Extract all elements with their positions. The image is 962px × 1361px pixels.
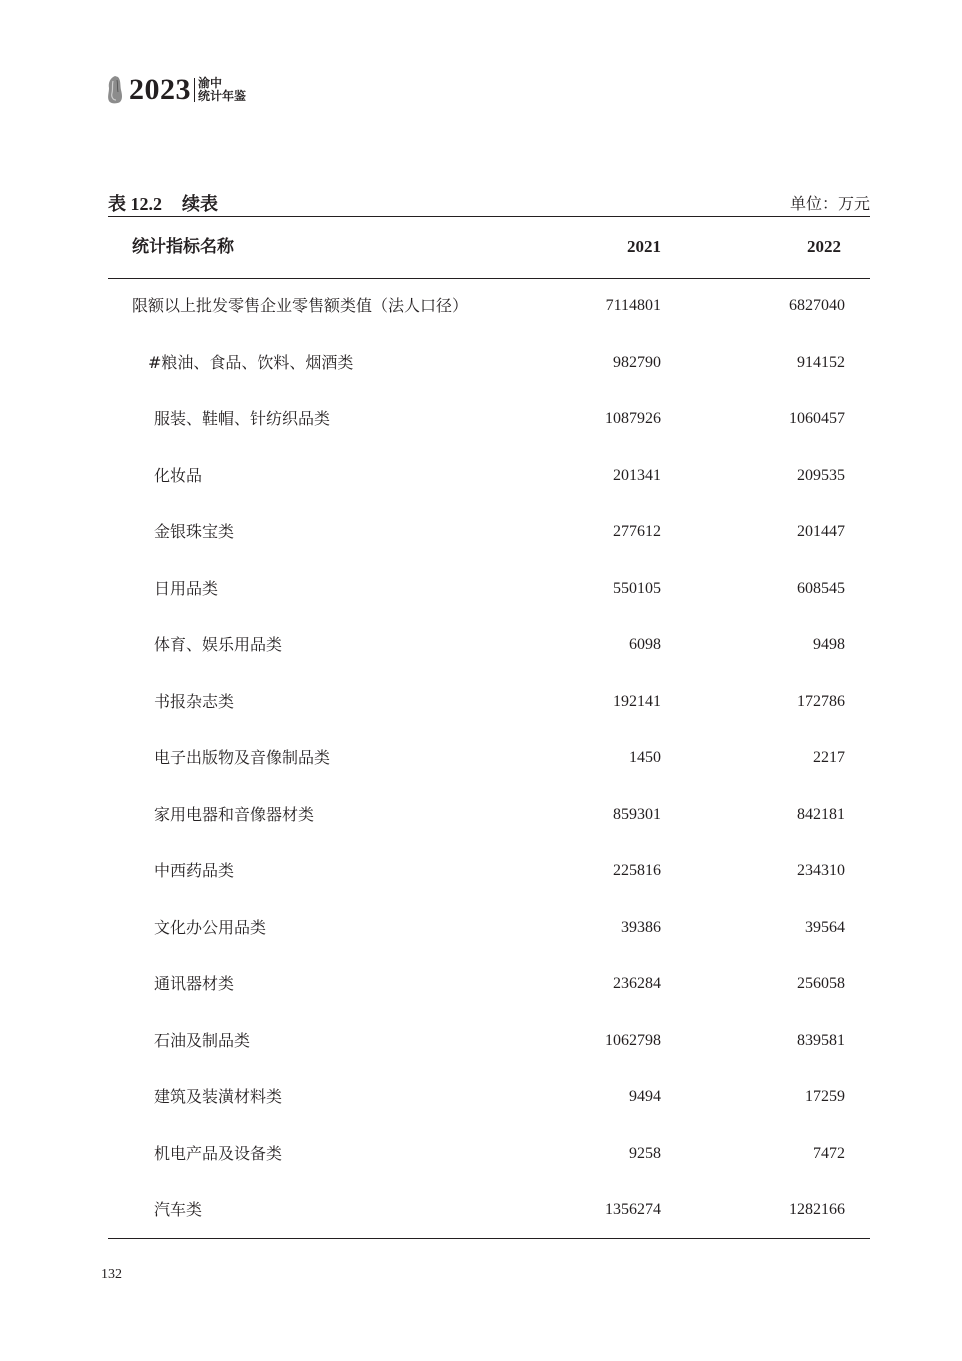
row-label: 限额以上批发零售企业零售额类值（法人口径） <box>132 296 469 315</box>
row-label: 电子出版物及音像制品类 <box>154 748 331 767</box>
table-row <box>0 1026 962 1083</box>
table-body <box>0 291 962 1252</box>
row-label: 机电产品及设备类 <box>154 1143 283 1163</box>
value-2021: 7114801 <box>605 297 661 314</box>
row-label: 家用电器和音像器材类 <box>154 804 315 824</box>
row-label: 中西药品类 <box>154 861 235 880</box>
row-label: #粮油、食品、饮料、烟酒类 <box>148 352 354 372</box>
value-2021: 1062798 <box>605 1031 661 1049</box>
value-2021: 225816 <box>613 862 661 879</box>
table-row <box>0 461 962 518</box>
unit-label: 单位：万元 <box>789 194 870 213</box>
value-2022: 914152 <box>797 353 845 371</box>
value-2021: 1450 <box>629 749 661 766</box>
value-2022: 1060457 <box>789 410 845 427</box>
row-label: 化妆品 <box>154 465 203 485</box>
row-label: 通讯器材类 <box>154 974 235 993</box>
value-2021: 39386 <box>621 918 661 936</box>
yearbook-title-line2: 统计年鉴 <box>198 89 247 103</box>
value-2021: 9258 <box>629 1144 661 1162</box>
value-2022: 209535 <box>797 466 845 484</box>
value-2021: 9494 <box>629 1088 661 1105</box>
header-divider <box>194 78 195 102</box>
value-2021: 1087926 <box>605 410 661 427</box>
value-2022: 1282166 <box>789 1201 845 1218</box>
column-header-2022: 2022 <box>807 237 841 256</box>
table-title <box>108 192 218 217</box>
row-label: 文化办公用品类 <box>154 917 267 937</box>
value-2022: 17259 <box>805 1088 845 1105</box>
yearbook-title-line1: 渝中 <box>198 76 223 90</box>
row-label: 汽车类 <box>154 1200 203 1219</box>
table-row <box>0 404 962 461</box>
table-row <box>0 348 962 405</box>
row-label: 金银珠宝类 <box>154 522 235 541</box>
value-2022: 842181 <box>797 805 845 823</box>
value-2022: 839581 <box>797 1031 845 1049</box>
value-2022: 608545 <box>797 579 845 597</box>
value-2021: 859301 <box>613 805 661 823</box>
table-header-rule <box>108 278 870 279</box>
yearbook-title <box>198 77 246 103</box>
table-row <box>0 630 962 687</box>
table-bottom-rule <box>108 1238 870 1239</box>
row-label: 石油及制品类 <box>154 1030 251 1050</box>
table-row <box>0 291 962 348</box>
column-header-2021: 2021 <box>627 237 661 256</box>
yearbook-year: 2023 <box>129 73 191 106</box>
value-2022: 234310 <box>797 862 845 879</box>
table-row <box>0 743 962 800</box>
table-title-text: 续表 <box>182 194 218 215</box>
yearbook-header <box>106 73 246 107</box>
row-label: 书报杂志类 <box>154 691 235 711</box>
row-label: 日用品类 <box>154 578 219 598</box>
value-2022: 9498 <box>813 636 845 653</box>
value-2022: 7472 <box>813 1144 845 1162</box>
value-2022: 201447 <box>797 523 845 540</box>
row-label: 服装、鞋帽、针纺织品类 <box>154 409 331 428</box>
value-2022: 6827040 <box>789 297 845 314</box>
value-2021: 982790 <box>613 353 661 371</box>
table-caption <box>108 192 870 216</box>
table-row <box>0 1139 962 1196</box>
value-2022: 2217 <box>813 749 845 766</box>
row-label: 体育、娱乐用品类 <box>154 635 283 654</box>
value-2021: 550105 <box>613 579 661 597</box>
table-row <box>0 856 962 913</box>
table-row <box>0 517 962 574</box>
table-row <box>0 574 962 631</box>
city-emblem-icon <box>106 75 124 105</box>
value-2021: 277612 <box>613 523 661 540</box>
column-header-name: 统计指标名称 <box>132 237 234 257</box>
table-number: 表 12.2 <box>108 194 162 214</box>
page-number: 132 <box>101 1267 122 1282</box>
value-2022: 172786 <box>797 692 845 710</box>
value-2022: 256058 <box>797 975 845 992</box>
table-row <box>0 1195 962 1252</box>
value-2021: 192141 <box>613 692 661 710</box>
value-2021: 6098 <box>629 636 661 653</box>
table-row <box>0 913 962 970</box>
table-row <box>0 1082 962 1139</box>
table-row <box>0 969 962 1026</box>
table-row <box>0 687 962 744</box>
value-2021: 236284 <box>613 975 661 992</box>
value-2021: 201341 <box>613 466 661 484</box>
table-row <box>0 800 962 857</box>
table-top-rule <box>108 216 870 217</box>
row-label: 建筑及装潢材料类 <box>154 1087 283 1106</box>
value-2022: 39564 <box>805 918 845 936</box>
value-2021: 1356274 <box>605 1201 661 1218</box>
